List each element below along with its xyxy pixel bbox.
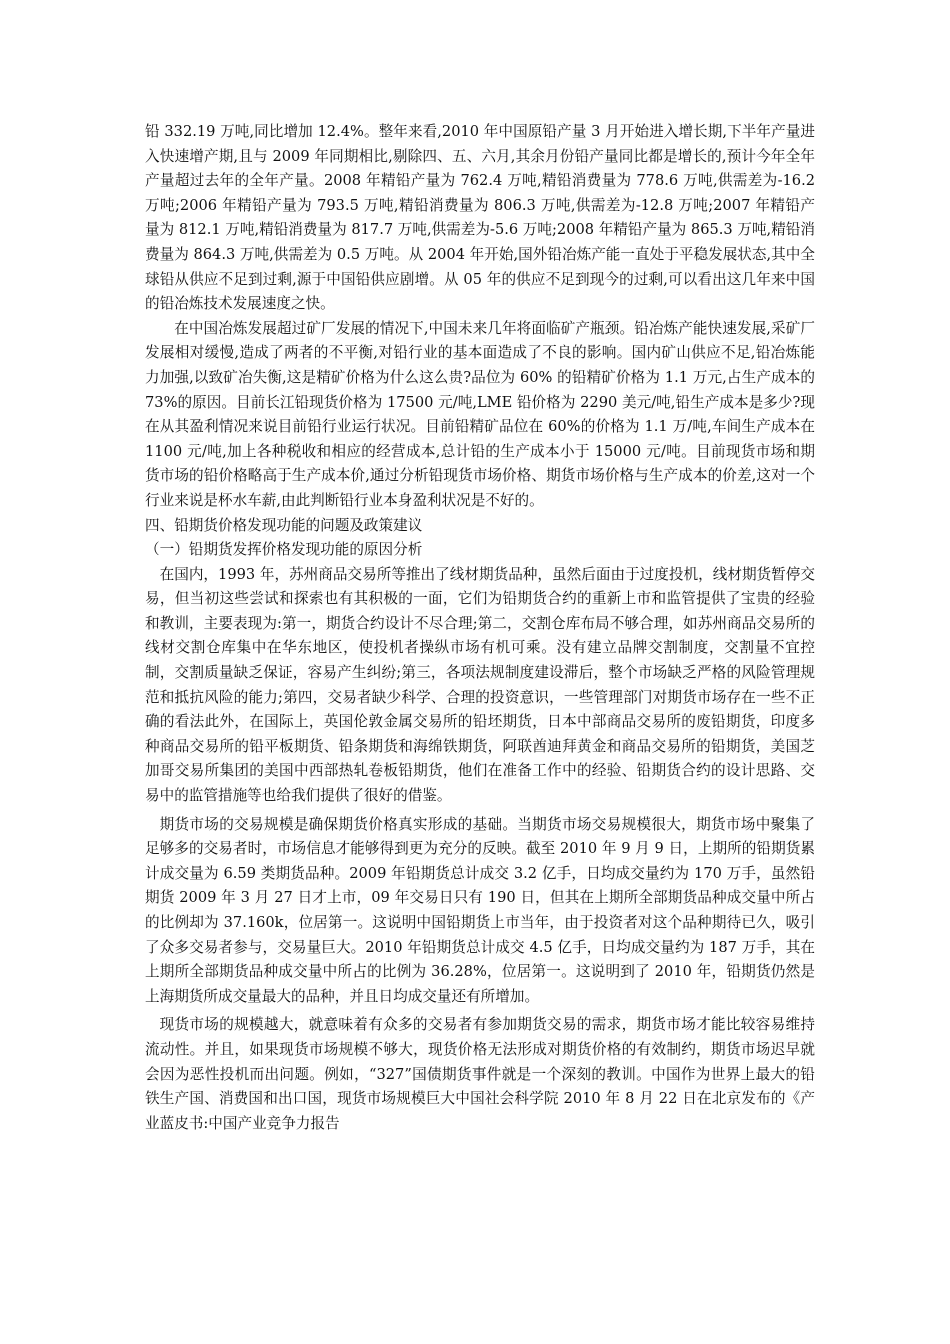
paragraph-smelting-mining-balance: 在中国冶炼发展超过矿厂发展的情况下,中国未来几年将面临矿产瓶颈。铅冶炼产能快速发展,采矿厂发展相对缓慢,造成了两者的不平衡,对铅行业的基本面造成了不良的影响。国内矿山供应不足,铅冶炼能力加强,以致矿冶失衡,这是精矿价格为什么这么贵?品位为 60% 的铅精矿价格为 1.1 万元,占生产成本的 73%的原因。目前长江铅现货价格为 17500 元/吨,LME 铅价格为 2290 美元/吨,铅生产成本是多少?现在从其盈利情况来说目前铅行业运行状况。目前铅精矿品位在 60%的价格为 1.1 万/吨,车间生产成本在 1100 元/吨,加上各种税收和相应的经营成本,总计铅的生产成本小于 15000 元/吨。目前现货市场和期货市场的铅价格略高于生产成本价,通过分析铅现货市场价格、期货市场价格与生产成本的价差,这对一个行业来说是杯水车薪,由此判断铅行业本身盈利状况是不好的。 — [145, 319, 815, 509]
subsection-heading: （一）铅期货发挥价格发现功能的原因分析 — [145, 541, 423, 559]
paragraph-trading-scale: 期货市场的交易规模是确保期货价格真实形成的基础。当期货市场交易规模很大，期货市场中聚集了足够多的交易者时，市场信息才能够得到更为充分的反映。截至 2010 年 9 月 9 日，上期所的铅期货累计成交量为 6.59 类期货品种。2009 年铅期货总计成交 3.2 亿手，日均成交量约为 170 万手，虽然铅期货 2009 年 3 月 27 日才上市，09 年交易日只有 190 日，但其在上期所全部期货品种成交量中所占的比例却为 37.160k，位居第一。这说明中国铅期货上市当年，由于投资者对这个品种期待已久，吸引了众多交易者参与，交易量巨大。2010 年铅期货总计成交 4.5 亿手，日均成交量约为 187 万手，其在上期所全部期货品种成交量中所占的比例为 36.28%，位居第一。这说明到了 2010 年，铅期货仍然是上海期货所成交量最大的品种，并且日均成交量还有所增加。 — [145, 815, 815, 1005]
paragraph-domestic-futures-history: 在国内，1993 年，苏州商品交易所等推出了线材期货品种，虽然后面由于过度投机，线材期货暂停交易，但当初这些尝试和探索也有其积极的一面，它们为铅期货合约的重新上市和监管提供了宝贵的经验和教训，主要表现为:第一，期货合约设计不尽合理;第二，交割仓库布局不够合理，如苏州商品交易所的线材交割仓库集中在华东地区，使投机者操纵市场有机可乘。没有建立品牌交割制度，交割量不宜控制，交割质量缺乏保证，容易产生纠纷;第三，各项法规制度建设滞后，整个市场缺乏严格的风险管理规范和抵抗风险的能力;第四，交易者缺少科学、合理的投资意识，一些管理部门对期货市场存在一些不正确的看法此外，在国际上，英国伦敦金属交易所的铅坯期货，日本中部商品交易所的废铅期货，印度多种商品交易所的铅平板期货、铅条期货和海绵铁期货，阿联酋迪拜黄金和商品交易所的铅期货，美国芝加哥交易所集团的美国中西部热轧卷板铅期货，他们在准备工作中的经验、铅期货合约的设计思路、交易中的监管措施等也给我们提供了很好的借鉴。 — [145, 565, 815, 805]
document-body — [145, 120, 815, 1136]
paragraph-lead-production: 铅 332.19 万吨,同比增加 12.4%。整年来看,2010 年中国原铅产量 3 月开始进入增长期,下半年产量进入快速增产期,且与 2009 年同期相比,剔除四、五、六月,其余月份铅产量同比都是增长的,预计今年全年产量超过去年的全年产量。2008 年精铅产量为 762.4 万吨,精铅消费量为 778.6 万吨,供需差为-16.2 万吨;2006 年精铅产量为 793.5 万吨,精铅消费量为 806.3 万吨,供需差为-12.8 万吨;2007 年精铅产量为 812.1 万吨,精铅消费量为 817.7 万吨,供需差为-5.6 万吨;2008 年精铅产量为 865.3 万吨,精铅消费量为 864.3 万吨,供需差为 0.5 万吨。从 2004 年开始,国外铅冶炼产能一直处于平稳发展状态,其中全球铅从供应不足到过剩,源于中国铅供应剧增。从 05 年的供应不足到现今的过剩,可以看出这几年来中国的铅冶炼技术发展速度之快。 — [145, 123, 815, 313]
paragraph-spot-market-scale: 现货市场的规模越大，就意味着有众多的交易者有参加期货交易的需求，期货市场才能比较容易维持流动性。并且，如果现货市场规模不够大，现货价格无法形成对期货价格的有效制约，期货市场迟早就会因为恶性投机而出问题。例如，“327”国债期货事件就是一个深刻的教训。中国作为世界上最大的铅铁生产国、消费国和出口国，现货市场规模巨大中国社会科学院 2010 年 8 月 22 日在北京发布的《产业蓝皮书:中国产业竞争力报告 — [145, 1016, 815, 1132]
section-heading: 四、铅期货价格发现功能的问题及政策建议 — [145, 516, 423, 534]
